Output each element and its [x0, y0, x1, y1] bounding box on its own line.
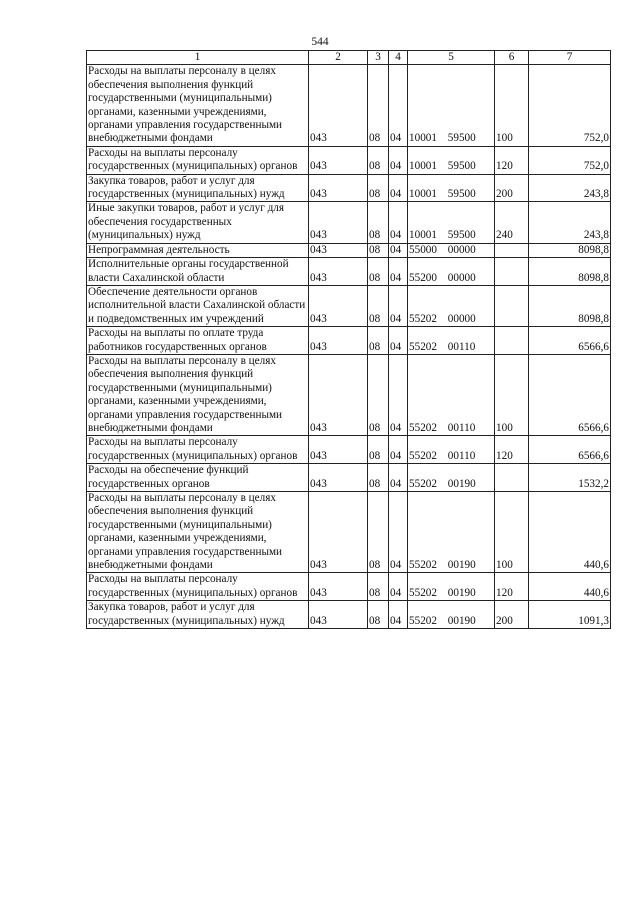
header-row: [87, 51, 611, 65]
table-row: [87, 601, 611, 629]
row-target-cell: 10001 59500: [408, 65, 495, 146]
row-name-cell: Закупка товаров, работ и услуг для государственных (муниципальных) нужд: [87, 601, 309, 629]
row-admin-cell: 043: [309, 146, 368, 174]
row-admin-cell: 043: [309, 436, 368, 464]
row-expense-type-cell: [495, 285, 529, 326]
table-row: [87, 174, 611, 202]
row-expense-type-cell: [495, 243, 529, 257]
row-name-cell: Обеспечение деятельности органов исполнительной власти Сахалинской области и подведомственных им учреждений: [87, 285, 309, 326]
row-target-cell: 55202 00190: [408, 464, 495, 492]
row-target-cell: 55202 00190: [408, 601, 495, 629]
table-row: [87, 492, 611, 573]
table-row: [87, 258, 611, 286]
table-row: [87, 146, 611, 174]
row-amount-cell: 752,0: [529, 146, 611, 174]
row-amount-cell: 1532,2: [529, 464, 611, 492]
row-section-cell: 08: [368, 492, 389, 573]
row-amount-cell: 6566,6: [529, 327, 611, 355]
row-target-cell: 10001 59500: [408, 174, 495, 202]
row-target-cell: 55202 00110: [408, 354, 495, 435]
row-section-cell: 08: [368, 327, 389, 355]
page-number: 544: [311, 36, 329, 48]
row-expense-type-cell: [495, 464, 529, 492]
row-section-cell: 08: [368, 436, 389, 464]
row-section-cell: 08: [368, 285, 389, 326]
table-row: [87, 436, 611, 464]
table-row: [87, 464, 611, 492]
row-amount-cell: 243,8: [529, 174, 611, 202]
row-subsection-cell: 04: [389, 492, 408, 573]
row-name-cell: Закупка товаров, работ и услуг для государственных (муниципальных) нужд: [87, 174, 309, 202]
row-section-cell: 08: [368, 601, 389, 629]
row-subsection-cell: 04: [389, 146, 408, 174]
row-section-cell: 08: [368, 202, 389, 243]
row-admin-cell: 043: [309, 285, 368, 326]
row-section-cell: 08: [368, 258, 389, 286]
row-amount-cell: 8098,8: [529, 285, 611, 326]
table-row: [87, 573, 611, 601]
row-subsection-cell: 04: [389, 354, 408, 435]
row-name-cell: Расходы на выплаты персоналу государственных (муниципальных) органов: [87, 573, 309, 601]
row-expense-type-cell: 120: [495, 573, 529, 601]
row-target-cell: 55200 00000: [408, 258, 495, 286]
table-row: [87, 285, 611, 326]
row-admin-cell: 043: [309, 464, 368, 492]
row-name-cell: Исполнительные органы государственной власти Сахалинской области: [87, 258, 309, 286]
row-expense-type-cell: 200: [495, 174, 529, 202]
row-amount-cell: 8098,8: [529, 243, 611, 257]
row-name-cell: Расходы на выплаты персоналу государственных (муниципальных) органов: [87, 146, 309, 174]
row-admin-cell: 043: [309, 601, 368, 629]
row-subsection-cell: 04: [389, 436, 408, 464]
row-target-cell: 55202 00000: [408, 285, 495, 326]
row-amount-cell: 6566,6: [529, 354, 611, 435]
row-section-cell: 08: [368, 573, 389, 601]
row-name-cell: Непрограммная деятельность: [87, 243, 309, 257]
row-section-cell: 08: [368, 174, 389, 202]
row-subsection-cell: 04: [389, 573, 408, 601]
row-subsection-cell: 04: [389, 65, 408, 146]
row-target-cell: 55202 00110: [408, 327, 495, 355]
row-target-cell: 55202 00190: [408, 492, 495, 573]
column-header-section: 3: [368, 51, 389, 65]
row-section-cell: 08: [368, 243, 389, 257]
row-admin-cell: 043: [309, 573, 368, 601]
table-row: [87, 327, 611, 355]
row-expense-type-cell: 240: [495, 202, 529, 243]
column-header-expense-type: 6: [495, 51, 529, 65]
row-admin-cell: 043: [309, 202, 368, 243]
row-expense-type-cell: 120: [495, 436, 529, 464]
row-name-cell: Расходы на обеспечение функций государственных органов: [87, 464, 309, 492]
row-name-cell: Иные закупки товаров, работ и услуг для обеспечения государственных (муниципальных) нужд: [87, 202, 309, 243]
column-header-subsection: 4: [389, 51, 408, 65]
row-target-cell: 55000 00000: [408, 243, 495, 257]
row-expense-type-cell: 120: [495, 146, 529, 174]
row-admin-cell: 043: [309, 243, 368, 257]
table-row: [87, 202, 611, 243]
row-amount-cell: 8098,8: [529, 258, 611, 286]
row-name-cell: Расходы на выплаты персоналу государственных (муниципальных) органов: [87, 436, 309, 464]
row-target-cell: 55202 00190: [408, 573, 495, 601]
row-amount-cell: 6566,6: [529, 436, 611, 464]
row-amount-cell: 1091,3: [529, 601, 611, 629]
row-amount-cell: 752,0: [529, 65, 611, 146]
row-section-cell: 08: [368, 65, 389, 146]
table-row: [87, 65, 611, 146]
row-name-cell: Расходы на выплаты по оплате труда работников государственных органов: [87, 327, 309, 355]
row-expense-type-cell: [495, 258, 529, 286]
row-admin-cell: 043: [309, 174, 368, 202]
row-admin-cell: 043: [309, 65, 368, 146]
row-expense-type-cell: 100: [495, 65, 529, 146]
row-admin-cell: 043: [309, 258, 368, 286]
row-amount-cell: 243,8: [529, 202, 611, 243]
row-section-cell: 08: [368, 464, 389, 492]
row-admin-cell: 043: [309, 327, 368, 355]
row-expense-type-cell: [495, 327, 529, 355]
row-name-cell: Расходы на выплаты персоналу в целях обеспечения выполнения функций государственными (муниципальными) органами, казенными учреждениями, органами управления государственными внебюджетными фондами: [87, 492, 309, 573]
row-section-cell: 08: [368, 354, 389, 435]
row-subsection-cell: 04: [389, 601, 408, 629]
row-expense-type-cell: 100: [495, 492, 529, 573]
row-subsection-cell: 04: [389, 258, 408, 286]
row-subsection-cell: 04: [389, 174, 408, 202]
column-header-amount: 7: [529, 51, 611, 65]
row-amount-cell: 440,6: [529, 573, 611, 601]
row-target-cell: 55202 00110: [408, 436, 495, 464]
row-amount-cell: 440,6: [529, 492, 611, 573]
row-subsection-cell: 04: [389, 464, 408, 492]
row-subsection-cell: 04: [389, 285, 408, 326]
row-expense-type-cell: 100: [495, 354, 529, 435]
row-name-cell: Расходы на выплаты персоналу в целях обеспечения выполнения функций государственными (муниципальными) органами, казенными учреждениями, органами управления государственными внебюджетными фондами: [87, 354, 309, 435]
column-header-admin: 2: [309, 51, 368, 65]
row-subsection-cell: 04: [389, 202, 408, 243]
row-admin-cell: 043: [309, 354, 368, 435]
row-section-cell: 08: [368, 146, 389, 174]
column-header-target: 5: [408, 51, 495, 65]
table-row: [87, 354, 611, 435]
column-header-name: 1: [87, 51, 309, 65]
table-row: [87, 243, 611, 257]
row-target-cell: 10001 59500: [408, 202, 495, 243]
row-name-cell: Расходы на выплаты персоналу в целях обеспечения выполнения функций государственными (муниципальными) органами, казенными учреждениями, органами управления государственными внебюджетными фондами: [87, 65, 309, 146]
row-admin-cell: 043: [309, 492, 368, 573]
row-subsection-cell: 04: [389, 243, 408, 257]
row-subsection-cell: 04: [389, 327, 408, 355]
row-expense-type-cell: 200: [495, 601, 529, 629]
budget-table: [86, 50, 611, 629]
row-target-cell: 10001 59500: [408, 146, 495, 174]
